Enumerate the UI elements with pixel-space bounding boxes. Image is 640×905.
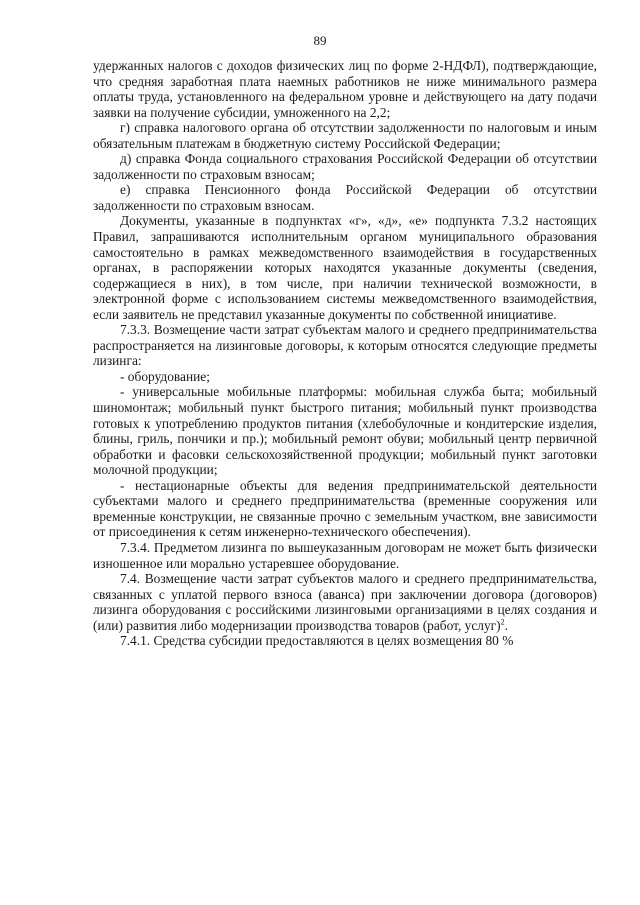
list-item-mobile-platforms: - универсальные мобильные платформы: мобильная служба быта; мобильный шиномонтаж; мобильный пункт быстрого питания; мобильный пункт производства готовых к употреблению продуктов питания (хлебобулочные и кондитерские изделия, блины, гриль, пончики и пр.); мобильный ремонт обуви; мобильный центр первичной обработки и фасовки сельскохозяйственной продукции; мобильный пункт заготовки молочной продукции;	[93, 384, 597, 478]
paragraph-7-4-1: 7.4.1. Средства субсидии предоставляются в целях возмещения 80 %	[120, 633, 514, 649]
paragraph-7-4	[93, 571, 597, 633]
paragraph-7-3-4: 7.3.4. Предметом лизинга по вышеуказанным договорам не может быть физически изношенное или морально устаревшее оборудование.	[93, 539, 597, 571]
list-item-equipment: - оборудование;	[120, 368, 210, 384]
paragraph-item-e: е) справка Пенсионного фонда Российской Федерации об отсутствии задолженности по страховым взносам.	[93, 182, 597, 213]
paragraph-7-3-3: 7.3.3. Возмещение части затрат субъектам малого и среднего предпринимательства распространяется на лизинговые договоры, к которым относятся следующие предметы лизинга:	[93, 322, 597, 369]
page-number: 89	[313, 33, 327, 48]
paragraph-continuation: удержанных налогов с доходов физических лиц по форме 2-НДФЛ), подтверждающие, что средняя заработная плата наемных работников не ниже минимального размера оплаты труда, установленного на федеральном уровне и действующего на дату подачи заявки на получение субсидии, умноженного на 2,2;	[93, 58, 597, 120]
paragraph-documents-requested: Документы, указанные в подпунктах «г», «д», «е» подпункта 7.3.2 настоящих Правил, запрашиваются исполнительным органом муниципального образования самостоятельно в рамках межведомственного взаимодействия в государственных органах, в распоряжении которых находятся указанные документы (сведения, содержащиеся в них), в том числе, при наличии технической возможности, в электронной форме с использованием системы межведомственного взаимодействия, если заявитель не представил указанные документы по собственной инициативе.	[93, 213, 597, 322]
paragraph-7-4-text: 7.4. Возмещение части затрат субъектов малого и среднего предпринимательства, связанных с уплатой первого взноса (аванса) при заключении договора (договоров) лизинга оборудования с российскими лизинговыми организациями в целях создания и (или) развития либо модернизации производства товаров (работ, услуг)	[93, 571, 597, 633]
paragraph-7-4-tail: .	[504, 617, 508, 633]
footnote-marker: 2	[500, 617, 505, 627]
paragraph-item-g: г) справка налогового органа об отсутствии задолженности по налоговым и иным обязательным платежам в бюджетную систему Российской Федерации;	[93, 120, 597, 151]
paragraph-item-d: д) справка Фонда социального страхования Российской Федерации об отсутствии задолженности по страховым взносам;	[93, 151, 597, 182]
list-item-non-stationary-objects: - нестационарные объекты для ведения предпринимательской деятельности субъектами малого и среднего предпринимательства (временные сооружения или временные конструкции, не связанные прочно с земельным участком, вне зависимости от присоединения к сетям инженерно-технического обеспечения).	[93, 477, 597, 540]
document-body	[93, 58, 597, 649]
